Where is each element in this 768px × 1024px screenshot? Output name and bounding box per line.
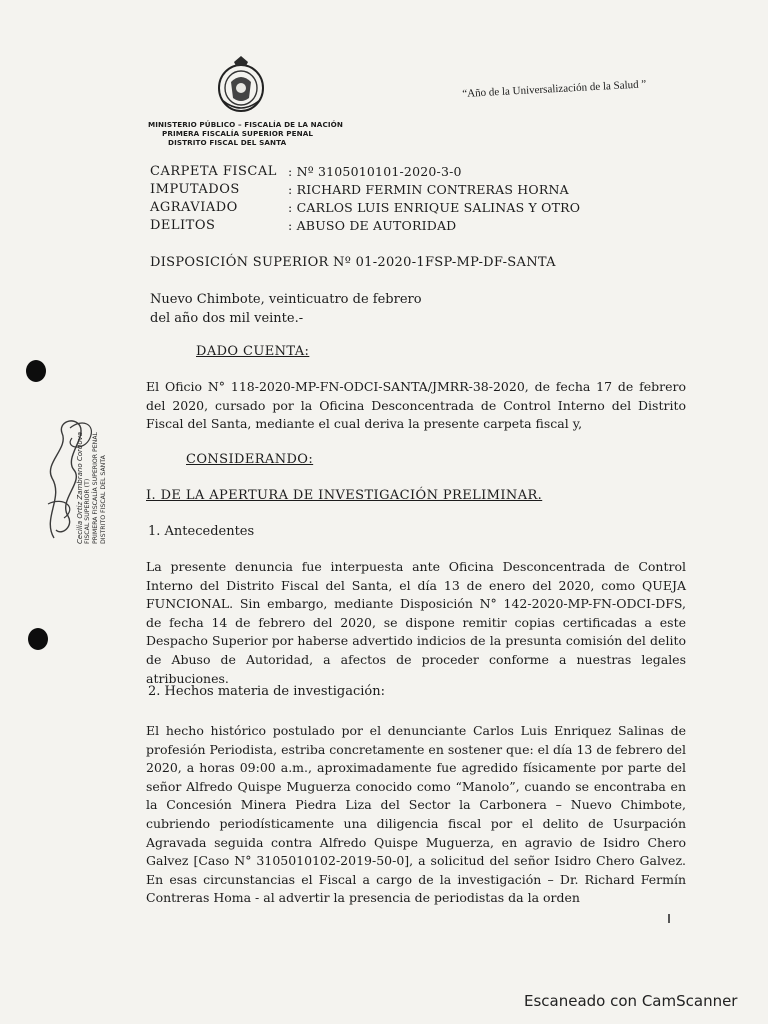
case-info-value: : RICHARD FERMIN CONTRERAS HORNA bbox=[288, 182, 569, 197]
institution-line: PRIMERA FISCALÍA SUPERIOR PENAL bbox=[162, 129, 314, 138]
subsection-heading: 1. Antecedentes bbox=[148, 524, 255, 539]
case-info-value: : ABUSO DE AUTORIDAD bbox=[288, 218, 457, 233]
subsection-heading: 2. Hechos materia de investigación: bbox=[148, 684, 385, 699]
case-info-row bbox=[150, 199, 580, 217]
stamp-line: FISCAL SUPERIOR (T) bbox=[84, 478, 91, 544]
hechos-paragraph bbox=[146, 722, 686, 908]
case-info-row bbox=[150, 181, 580, 199]
paragraph-text: El Oficio N° 118-2020-MP-FN-ODCI-SANTA/JMRR-38-2020, de fecha 17 de febrero del 2020, cursado por la Oficina Desconcentrada de Control Interno del Distrito Fiscal del Santa, mediante el cual deriva la presente carpeta fiscal y, bbox=[146, 379, 686, 432]
stamp-line: DISTRITO FISCAL DEL SANTA bbox=[100, 455, 107, 544]
dado-cuenta-paragraph bbox=[146, 378, 686, 434]
punch-hole bbox=[28, 628, 48, 650]
case-info-label: CARPETA FISCAL bbox=[150, 164, 277, 179]
case-info-value: : CARLOS LUIS ENRIQUE SALINAS Y OTRO bbox=[288, 200, 581, 215]
antecedentes-paragraph bbox=[146, 558, 686, 688]
case-info-label: AGRAVIADO bbox=[150, 200, 238, 215]
dado-cuenta-heading: DADO CUENTA: bbox=[196, 344, 310, 359]
place-date-line: del año dos mil veinte.- bbox=[150, 311, 304, 326]
disposition-title: DISPOSICIÓN SUPERIOR Nº 01-2020-1FSP-MP-DF-SANTA bbox=[150, 255, 556, 270]
institution-header bbox=[148, 120, 343, 147]
case-info-row bbox=[150, 217, 580, 235]
case-info-value: : Nº 3105010101-2020-3-0 bbox=[288, 164, 462, 179]
institution-line: MINISTERIO PÚBLICO – FISCALÍA DE LA NACIÓN bbox=[148, 120, 343, 129]
national-seal-emblem bbox=[216, 52, 266, 114]
case-info-label: IMPUTADOS bbox=[150, 182, 240, 197]
paragraph-text: La presente denuncia fue interpuesta ante Oficina Desconcentrada de Control Interno del Distrito Fiscal del Santa, el día 13 de enero del 2020, como QUEJA FUNCIONAL. Sin embargo, mediante Disposición N° 142-2020-MP-FN-ODCI-DFS, de fecha 14 de febrero del 2020, se dispone remitir copias certificadas a este Despacho Superior por haberse advertido indicios de la presunta comisión del delito de Abuso de Autoridad, a afectos de proceder conforme a nuestras legales atribuciones. bbox=[146, 559, 686, 686]
case-info bbox=[150, 163, 580, 235]
stray-mark bbox=[668, 914, 670, 923]
case-info-row bbox=[150, 163, 580, 181]
fiscal-stamp bbox=[76, 432, 108, 544]
paragraph-text: El hecho histórico postulado por el denunciante Carlos Luis Enriquez Salinas de profesión Periodista, estriba concretamente en sostener que: el día 13 de febrero del 2020, a horas 09:00 a.m., aproximadamente fue agredido físicamente por parte del señor Alfredo Quispe Muguerza conocido como “Manolo”, cuando se encontraba en la Concesión Minera Piedra Liza del Sector la Carbonera – Nuevo Chimbote, cubriendo periodísticamente una diligencia fiscal por el delito de Usurpación Agravada seguida contra Alfredo Quispe Muguerza, en agravio de Isidro Chero Galvez [Caso N° 3105010102-2019-50-0], a solicitud del señor Isidro Chero Galvez. En esas circunstancias el Fiscal a cargo de la investigación – Dr. Richard Fermín Contreras Homa - al advertir la presencia de periodistas da la orden bbox=[146, 723, 686, 906]
institution-line: DISTRITO FISCAL DEL SANTA bbox=[168, 138, 287, 147]
year-motto: “Año de la Universalización de la Salud ” bbox=[462, 78, 647, 100]
section-heading: I. DE LA APERTURA DE INVESTIGACIÓN PRELIMINAR. bbox=[146, 488, 543, 503]
considerando-heading: CONSIDERANDO: bbox=[186, 452, 314, 467]
stamp-line: PRIMERA FISCALÍA SUPERIOR PENAL bbox=[92, 432, 99, 544]
place-date bbox=[150, 290, 422, 328]
place-date-line: Nuevo Chimbote, veinticuatro de febrero bbox=[150, 292, 422, 307]
punch-hole bbox=[26, 360, 46, 382]
stamp-line: Cecilia Ortiz Zambrano Cordova bbox=[76, 431, 84, 544]
case-info-label: DELITOS bbox=[150, 218, 216, 233]
scanner-watermark: Escaneado con CamScanner bbox=[524, 992, 738, 1010]
